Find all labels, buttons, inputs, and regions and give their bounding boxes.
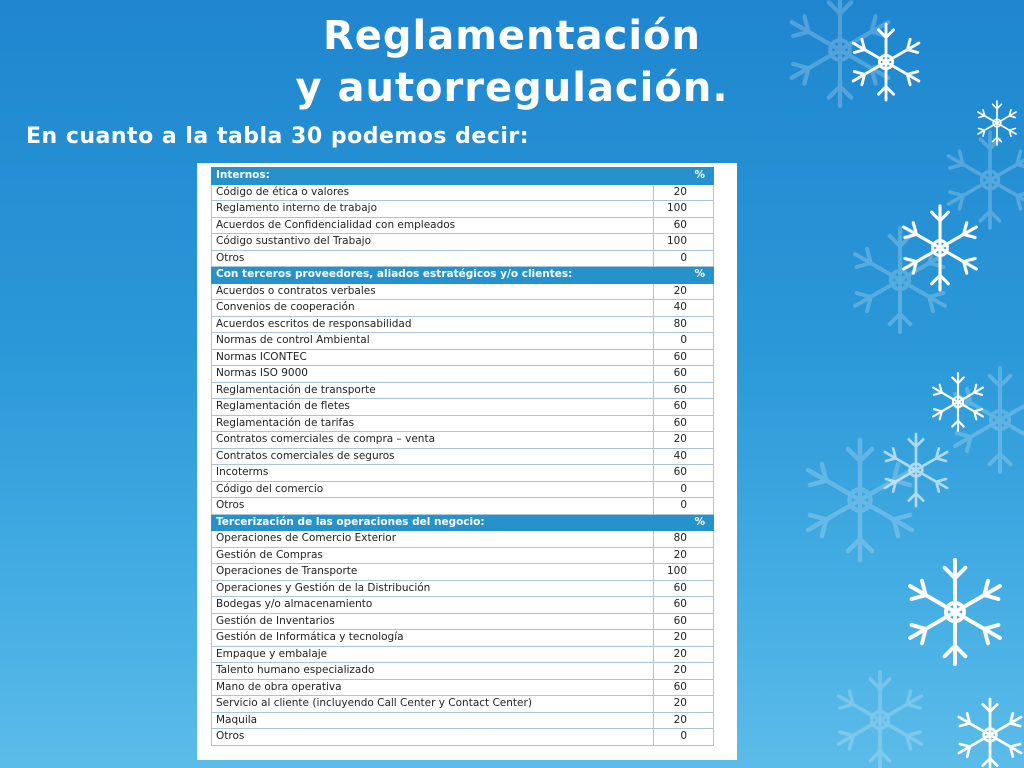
- row-label: Operaciones de Comercio Exterior: [212, 531, 654, 548]
- row-value: 60: [654, 415, 714, 432]
- row-label: Reglamento interno de trabajo: [212, 201, 654, 218]
- table-row: [212, 712, 714, 729]
- table-image: [197, 163, 737, 760]
- row-value: 20: [654, 712, 714, 729]
- table-row: [212, 630, 714, 647]
- table-row: [212, 234, 714, 251]
- section-header-label: Con terceros proveedores, aliados estratégicos y/o clientes:: [212, 267, 654, 284]
- row-label: Otros: [212, 729, 654, 746]
- table-row: [212, 250, 714, 267]
- row-value: 60: [654, 613, 714, 630]
- row-value: 0: [654, 498, 714, 515]
- table-row: [212, 465, 714, 482]
- row-label: Otros: [212, 250, 654, 267]
- section-header-terceros: [212, 267, 714, 284]
- row-label: Gestión de Compras: [212, 547, 654, 564]
- row-label: Mano de obra operativa: [212, 679, 654, 696]
- section-header-label: Internos:: [212, 168, 654, 185]
- row-label: Operaciones de Transporte: [212, 564, 654, 581]
- row-value: 20: [654, 630, 714, 647]
- table-row: [212, 646, 714, 663]
- row-value: 0: [654, 333, 714, 350]
- section-header-percent: %: [654, 168, 714, 185]
- row-label: Contratos comerciales de seguros: [212, 448, 654, 465]
- row-label: Operaciones y Gestión de la Distribución: [212, 580, 654, 597]
- table-row: [212, 448, 714, 465]
- row-label: Acuerdos o contratos verbales: [212, 283, 654, 300]
- row-label: Servicio al cliente (incluyendo Call Center y Contact Center): [212, 696, 654, 713]
- row-value: 20: [654, 646, 714, 663]
- table-row: [212, 547, 714, 564]
- row-value: 80: [654, 531, 714, 548]
- row-label: Acuerdos de Confidencialidad con empleados: [212, 217, 654, 234]
- row-value: 20: [654, 432, 714, 449]
- table-row: [212, 613, 714, 630]
- row-value: 60: [654, 580, 714, 597]
- table-row: [212, 663, 714, 680]
- row-label: Acuerdos escritos de responsabilidad: [212, 316, 654, 333]
- row-label: Código de ética o valores: [212, 184, 654, 201]
- row-label: Reglamentación de tarifas: [212, 415, 654, 432]
- row-value: 60: [654, 382, 714, 399]
- row-label: Normas ISO 9000: [212, 366, 654, 383]
- table-row: [212, 201, 714, 218]
- table-row: [212, 481, 714, 498]
- row-label: Convenios de cooperación: [212, 300, 654, 317]
- row-value: 60: [654, 465, 714, 482]
- row-value: 40: [654, 300, 714, 317]
- table-row: [212, 316, 714, 333]
- row-value: 60: [654, 217, 714, 234]
- row-value: 20: [654, 696, 714, 713]
- row-value: 100: [654, 564, 714, 581]
- row-value: 80: [654, 316, 714, 333]
- section-header-percent: %: [654, 267, 714, 284]
- table-row: [212, 217, 714, 234]
- table-row: [212, 283, 714, 300]
- section-header-internos: [212, 168, 714, 185]
- row-label: Incoterms: [212, 465, 654, 482]
- title-line-1: Reglamentación: [322, 13, 702, 59]
- row-value: 60: [654, 366, 714, 383]
- row-label: Normas de control Ambiental: [212, 333, 654, 350]
- row-value: 0: [654, 481, 714, 498]
- section-header-tercerizacion: [212, 514, 714, 531]
- row-value: 20: [654, 663, 714, 680]
- table-row: [212, 349, 714, 366]
- row-value: 100: [654, 234, 714, 251]
- slide-subtitle: En cuanto a la tabla 30 podemos decir:: [26, 124, 530, 149]
- row-value: 20: [654, 283, 714, 300]
- row-value: 20: [654, 547, 714, 564]
- row-label: Otros: [212, 498, 654, 515]
- row-value: 60: [654, 597, 714, 614]
- row-value: 60: [654, 349, 714, 366]
- row-label: Maquila: [212, 712, 654, 729]
- section-header-label: Tercerización de las operaciones del negocio:: [212, 514, 654, 531]
- table-row: [212, 300, 714, 317]
- row-label: Reglamentación de transporte: [212, 382, 654, 399]
- section-header-percent: %: [654, 514, 714, 531]
- row-label: Gestión de Inventarios: [212, 613, 654, 630]
- row-label: Reglamentación de fletes: [212, 399, 654, 416]
- table-row: [212, 696, 714, 713]
- row-value: 60: [654, 679, 714, 696]
- title-line-2: y autorregulación.: [295, 65, 729, 111]
- table-row: [212, 366, 714, 383]
- table-row: [212, 679, 714, 696]
- table-row: [212, 184, 714, 201]
- table-row: [212, 531, 714, 548]
- table-row: [212, 564, 714, 581]
- row-label: Empaque y embalaje: [212, 646, 654, 663]
- table-row: [212, 580, 714, 597]
- row-value: 20: [654, 184, 714, 201]
- table-row: [212, 382, 714, 399]
- table-row: [212, 333, 714, 350]
- table-row: [212, 432, 714, 449]
- row-label: Bodegas y/o almacenamiento: [212, 597, 654, 614]
- row-label: Código del comercio: [212, 481, 654, 498]
- row-label: Talento humano especializado: [212, 663, 654, 680]
- row-value: 40: [654, 448, 714, 465]
- row-label: Código sustantivo del Trabajo: [212, 234, 654, 251]
- table-row: [212, 729, 714, 746]
- table-row: [212, 498, 714, 515]
- data-table: [211, 167, 714, 746]
- row-value: 0: [654, 250, 714, 267]
- row-value: 0: [654, 729, 714, 746]
- row-value: 60: [654, 399, 714, 416]
- table-row: [212, 597, 714, 614]
- row-label: Gestión de Informática y tecnología: [212, 630, 654, 647]
- table-row: [212, 415, 714, 432]
- row-label: Normas ICONTEC: [212, 349, 654, 366]
- row-label: Contratos comerciales de compra – venta: [212, 432, 654, 449]
- table-row: [212, 399, 714, 416]
- row-value: 100: [654, 201, 714, 218]
- slide-title: [0, 10, 1024, 114]
